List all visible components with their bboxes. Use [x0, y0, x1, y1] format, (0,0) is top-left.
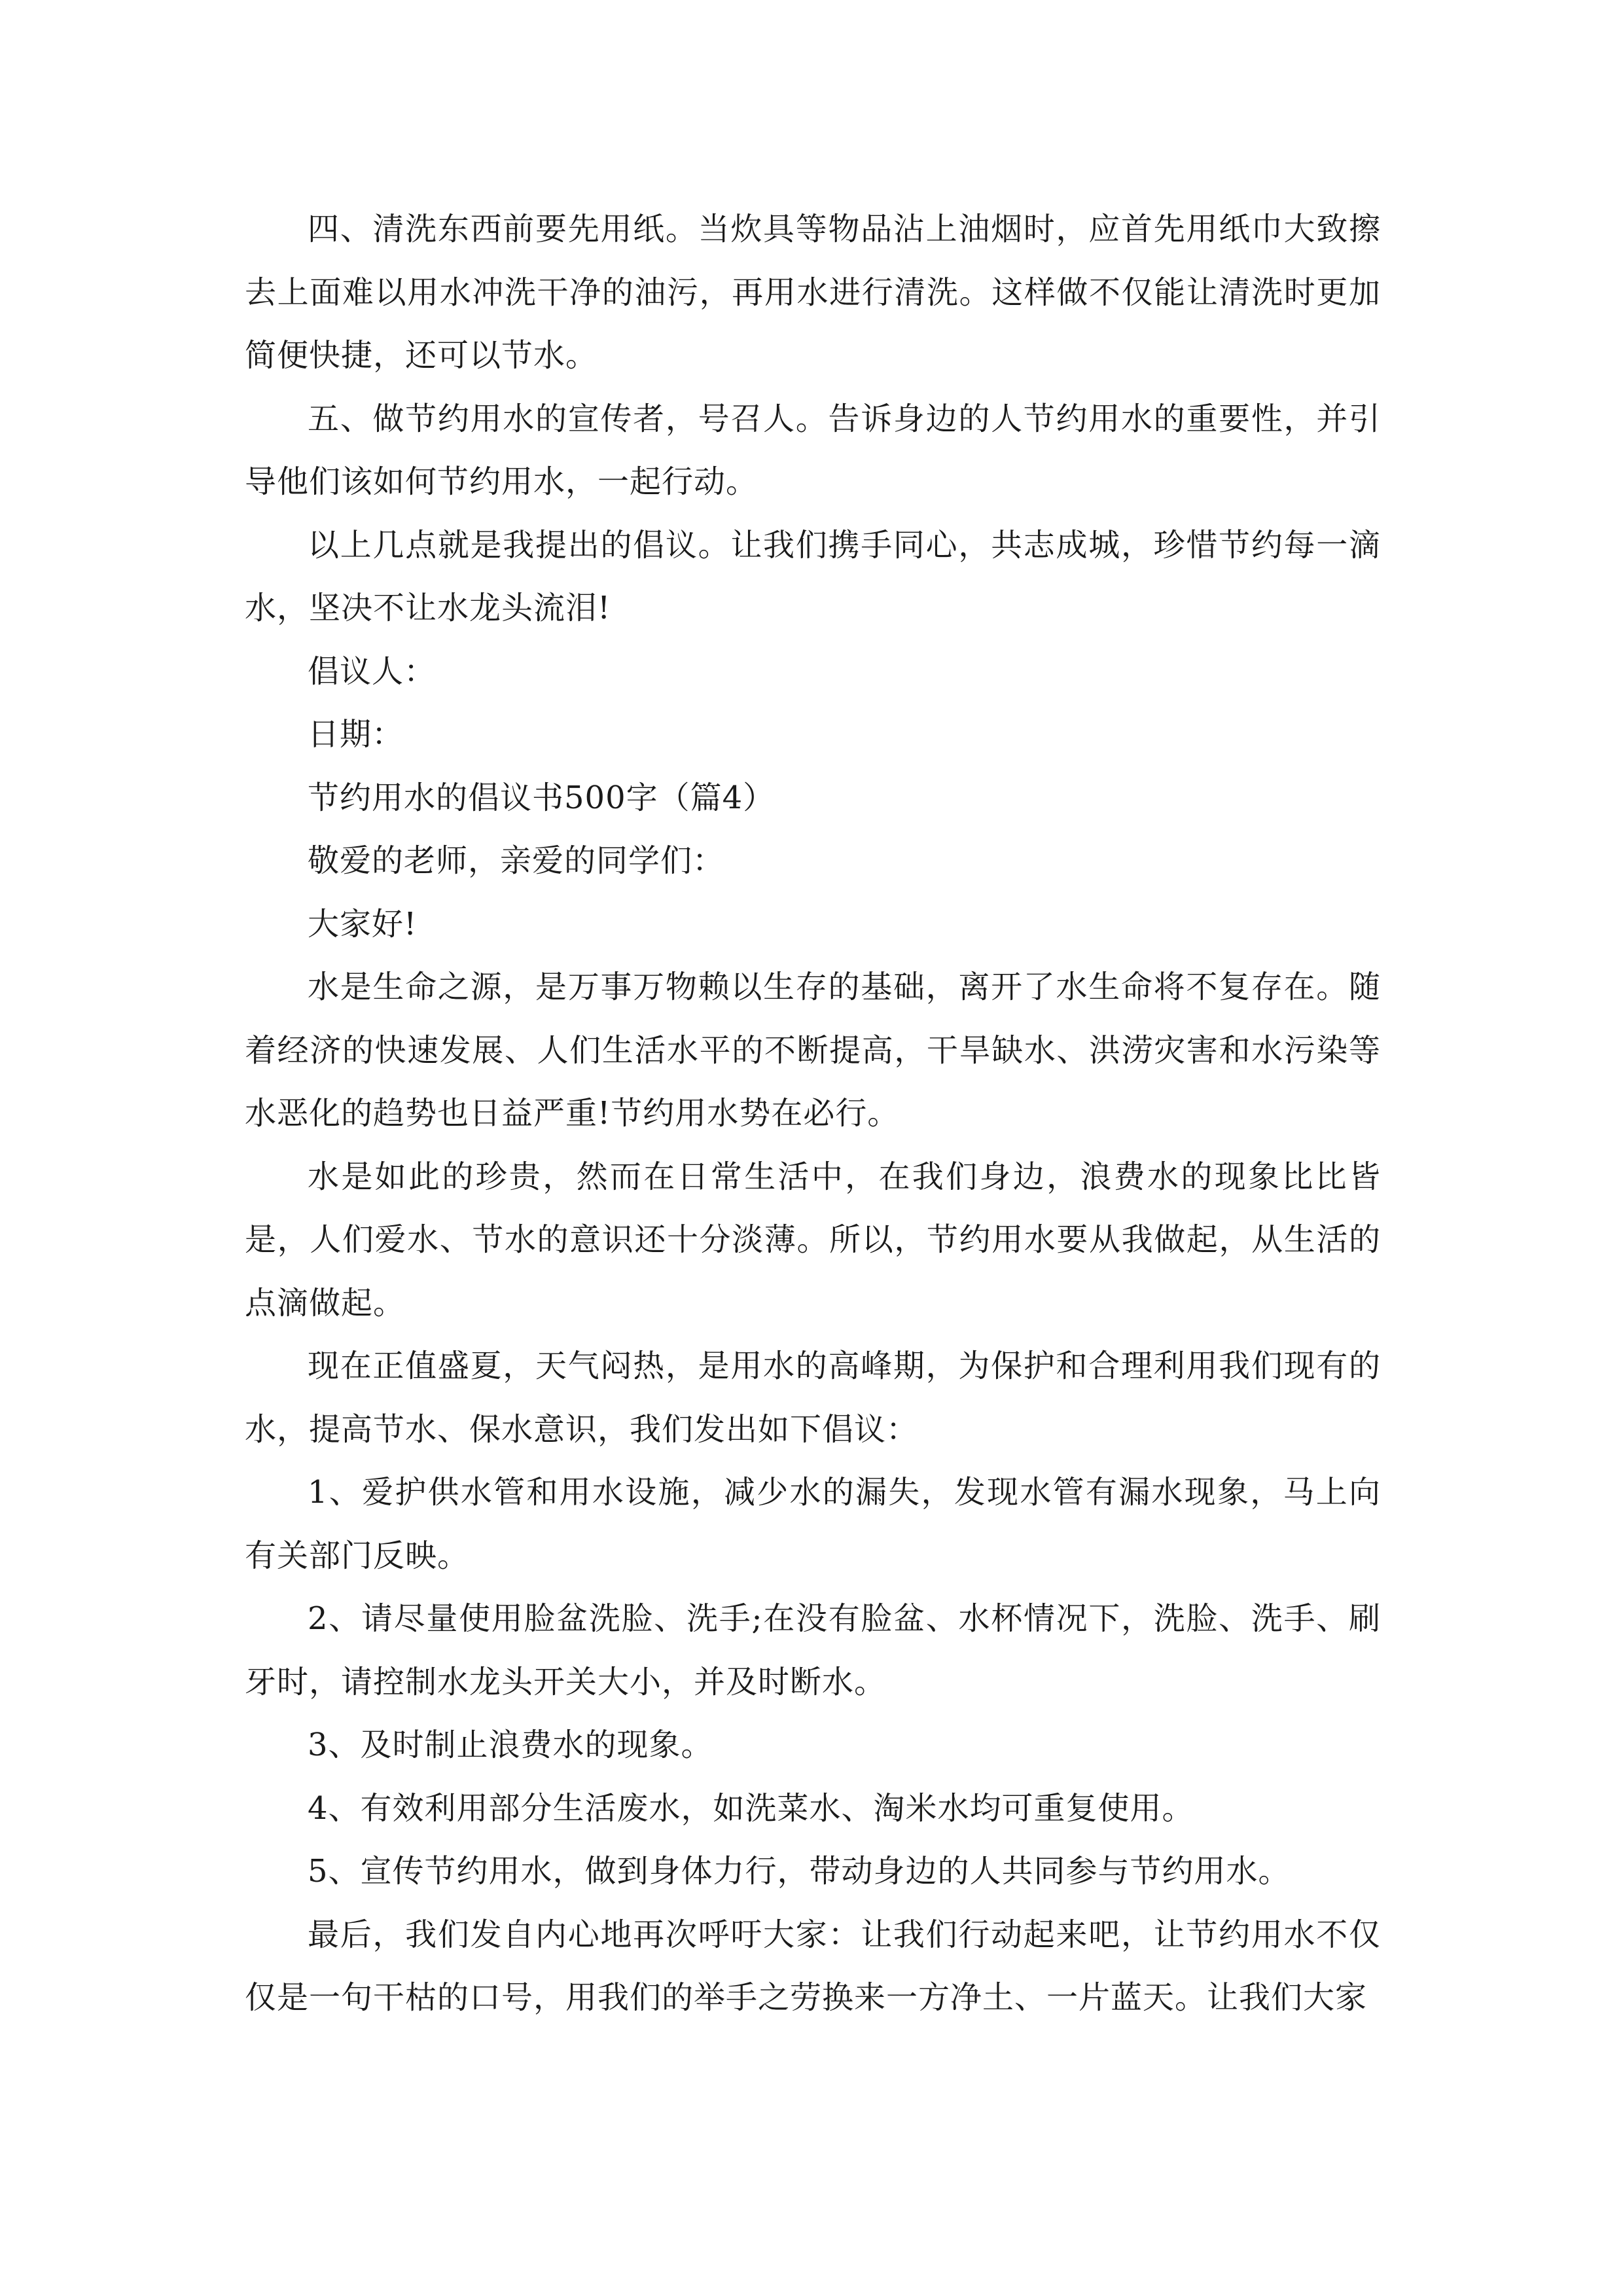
proposal-item-4: 4、有效利用部分生活废水，如洗菜水、淘米水均可重复使用。	[308, 1789, 1194, 1827]
initiator-label: 倡议人：	[308, 653, 437, 690]
paragraph-intro: 水是生命之源，是万事万物赖以生存的基础，离开了水生命将不复存在。随着经济的快速发展、人们生活水平的不断提高，干旱缺水、洪涝灾害和水污染等水恶化的趋势也日益严重!节约用水势在必行。	[245, 969, 1381, 1132]
paragraph-summary: 以上几点就是我提出的倡议。让我们携手同心，共志成城，珍惜节约每一滴水，坚决不让水龙头流泪!	[245, 526, 1381, 626]
proposal-item-1: 1、爱护供水管和用水设施，减少水的漏失，发现水管有漏水现象，马上向有关部门反映。	[245, 1474, 1381, 1574]
date-label: 日期：	[308, 716, 404, 753]
section-title: 节约用水的倡议书500字（篇4）	[308, 779, 776, 816]
paragraph-proposal-lead: 现在正值盛夏，天气闷热，是用水的高峰期，为保护和合理利用我们现有的水，提高节水、保水意识，我们发出如下倡议：	[245, 1348, 1381, 1448]
paragraph-waste: 水是如此的珍贵，然而在日常生活中，在我们身边，浪费水的现象比比皆是，人们爱水、节水的意识还十分淡薄。所以，节约用水要从我做起，从生活的点滴做起。	[245, 1158, 1381, 1321]
paragraph-step-four: 四、清洗东西前要先用纸。当炊具等物品沾上油烟时，应首先用纸巾大致擦去上面难以用水冲洗干净的油污，再用水进行清洗。这样做不仅能让清洗时更加简便快捷，还可以节水。	[245, 211, 1381, 374]
proposal-item-2: 2、请尽量使用脸盆洗脸、洗手;在没有脸盆、水杯情况下，洗脸、洗手、刷牙时，请控制水龙头开关大小，并及时断水。	[245, 1600, 1381, 1700]
document-body	[245, 198, 1381, 2030]
proposal-item-3: 3、及时制止浪费水的现象。	[308, 1727, 713, 1763]
greeting: 大家好!	[308, 905, 418, 942]
paragraph-step-five: 五、做节约用水的宣传者，号召人。告诉身边的人节约用水的重要性，并引导他们该如何节约用水，一起行动。	[245, 400, 1381, 500]
paragraph-closing: 最后，我们发自内心地再次呼吁大家：让我们行动起来吧，让节约用水不仅仅是一句干枯的口号，用我们的举手之劳换来一方净土、一片蓝天。让我们大家	[245, 1916, 1381, 2016]
salutation: 敬爱的老师，亲爱的同学们：	[308, 842, 725, 879]
proposal-item-5: 5、宣传节约用水，做到身体力行，带动身边的人共同参与节约用水。	[308, 1853, 1291, 1890]
